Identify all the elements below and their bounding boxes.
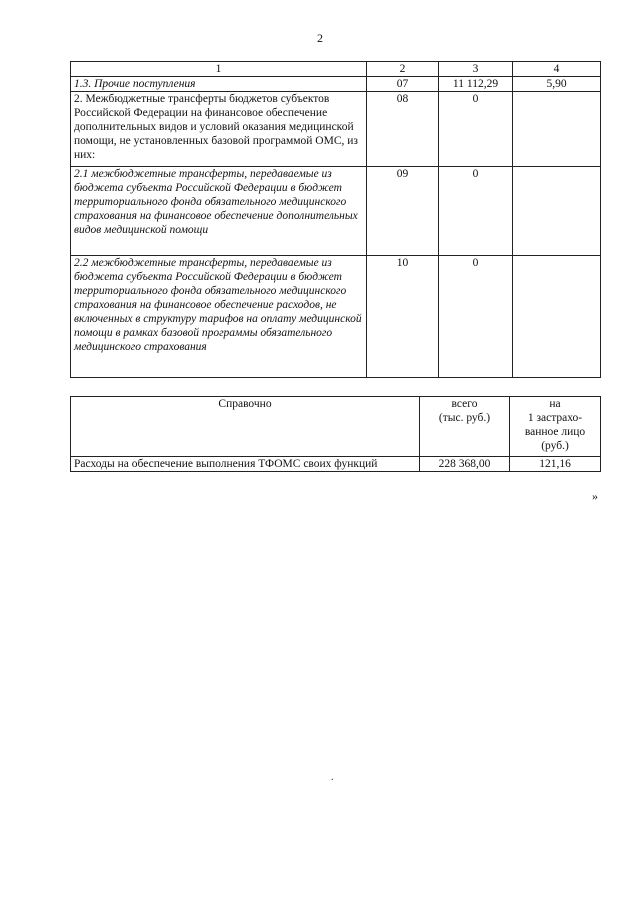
row-value: 11 112,29 — [439, 77, 513, 92]
reference-row-per-person: 121,16 — [510, 457, 601, 472]
table-row — [71, 167, 601, 256]
reference-header-label: Справочно — [71, 397, 420, 457]
reference-header-row — [71, 397, 601, 457]
reference-row-label: Расходы на обеспечение выполнения ТФОМС своих функций — [71, 457, 420, 472]
row-code: 07 — [367, 77, 439, 92]
header-cell-3: 3 — [439, 62, 513, 77]
row-value: 0 — [439, 92, 513, 167]
stray-mark: . — [331, 772, 334, 783]
row-name: 2.2 межбюджетные трансферты, передаваемые из бюджета субъекта Российской Федерации в бюджет территориального фонда обязательного медицинского страхования на финансовое обеспечение расходов, не включенных в структуру тарифов на оплату медицинской помощи в рамках базовой программы обязательного медицинского страхования — [71, 256, 367, 378]
header-cell-2: 2 — [367, 62, 439, 77]
table-row — [71, 457, 601, 472]
row-code: 10 — [367, 256, 439, 378]
row-per-person: 5,90 — [513, 77, 601, 92]
row-per-person — [513, 167, 601, 256]
main-table — [70, 61, 601, 378]
reference-header-per-person: на 1 застрахо- ванное лицо (руб.) — [510, 397, 601, 457]
row-value: 0 — [439, 167, 513, 256]
table-row — [71, 77, 601, 92]
table-row — [71, 92, 601, 167]
closing-quote: » — [592, 489, 598, 503]
row-code: 08 — [367, 92, 439, 167]
page-number: 2 — [317, 31, 323, 45]
reference-row-total: 228 368,00 — [420, 457, 510, 472]
table-header-row — [71, 62, 601, 77]
row-per-person — [513, 256, 601, 378]
reference-table — [70, 396, 601, 472]
reference-header-total: всего (тыс. руб.) — [420, 397, 510, 457]
header-cell-4: 4 — [513, 62, 601, 77]
row-code: 09 — [367, 167, 439, 256]
row-name: 1.3. Прочие поступления — [71, 77, 367, 92]
row-value: 0 — [439, 256, 513, 378]
header-cell-1: 1 — [71, 62, 367, 77]
row-per-person — [513, 92, 601, 167]
row-name: 2. Межбюджетные трансферты бюджетов субъектов Российской Федерации на финансовое обеспечение дополнительных видов и условий оказания медицинской помощи, не установленных базовой программой ОМС, из них: — [71, 92, 367, 167]
row-name: 2.1 межбюджетные трансферты, передаваемые из бюджета субъекта Российской Федерации в бюджет территориального фонда обязательного медицинского страхования на финансовое обеспечение дополнительных видов медицинской помощи — [71, 167, 367, 256]
table-row — [71, 256, 601, 378]
